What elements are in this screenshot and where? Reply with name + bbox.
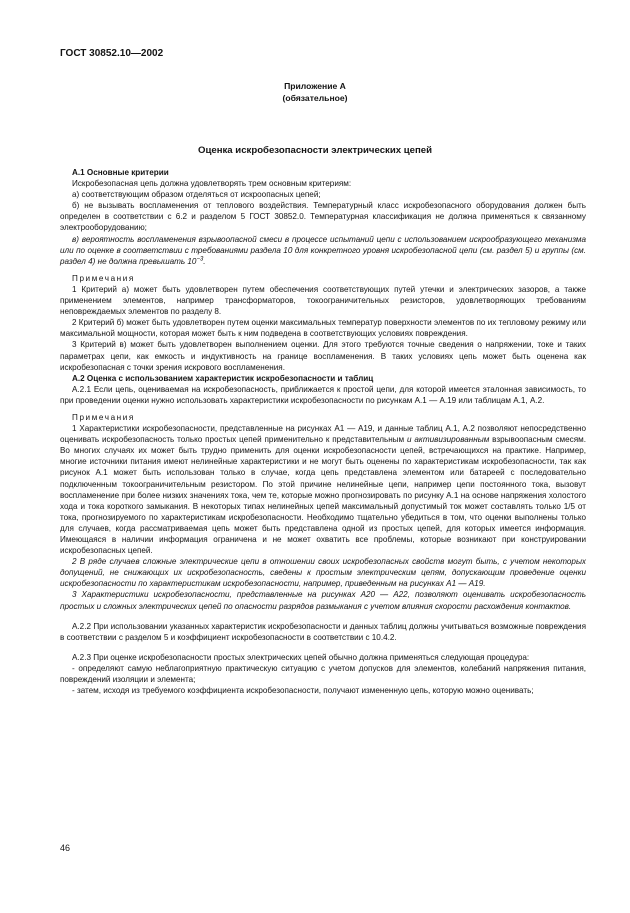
a1-item-c-text: в) вероятность воспламенения взрывоопасной смеси в процессе испытаний цепи с использованием искрообразующего механизма или по оценке в соответствии с требованиями раздела 10 для конкретного уровня искробезопасной цепи (см. раздел 5) и группы (см. раздел 4) не должна превышать 10 bbox=[60, 234, 586, 266]
a2-note-3: 3 Характеристики искробезопасности, представленные на рисунках А20 — А22, позволяют оценивать искробезопасность простых и сложных электрических цепей по опасности разрядов размыкания с учетом влияния скорости расхождения контактов. bbox=[60, 590, 586, 611]
a1-note-2: 2 Критерий б) может быть удовлетворен путем оценки максимальных температур поверхности элементов по их тепловому режиму или максимальной мощности, которая может быть к ним подведена в соответствующих условиях повреждения. bbox=[60, 318, 586, 339]
annex-subtitle: (обязательное) bbox=[282, 93, 348, 103]
a2-2-paragraph: А.2.2 При использовании указанных характеристик искробезопасности и данных таблиц должны учитываться возможные повреждения в соответствии с разделом 5 и коэффициент искробезопасности в соответствии с 10.4.2. bbox=[60, 621, 586, 642]
a2-notes-label: Примечания bbox=[72, 412, 135, 422]
annex-title: Приложение А bbox=[284, 81, 346, 91]
a2-note-1-emphasis: и активизированным bbox=[406, 435, 490, 445]
a1-intro: Искробезопасная цепь должна удовлетворять трем основным критериям: bbox=[72, 179, 352, 189]
a2-heading: А.2 Оценка с использованием характеристик искробезопасности и таблиц bbox=[72, 373, 374, 383]
a2-note-1 bbox=[60, 423, 586, 556]
a1-item-c-exponent: −3 bbox=[196, 256, 204, 263]
a2-note-2: 2 В ряде случаев сложные электрические цепи в отношении своих искробезопасных свойств могут быть, с учетом некоторых допущений, не снижающих их искробезопасность, сведены к простым электрическим цепям, допускающим проведение оценки искробезопасности по характеристикам искробезопасности, например, приведенным на рисунках А1 — А19. bbox=[60, 557, 586, 589]
a2-note-1-part-b: взрывоопасным смесям. Во многих случаях их может быть трудно применить для оценки искробезопасности цепей, встречающихся на практике. Например, многие источники питания имеют нелинейные характеристики и не могут быть оценены по характеристикам искробезопасности, так как рисунок А.1 может быть использован только в случае, когда цепь представлена элементом или батареей с последовательно подключенным токоограничительным резистором. По этой причине нелинейные цепи, например цепи постоянного тока, вызовут воспламенение при более низких значениях тока, чем те, которые можно прогнозировать по рисунку А.1 на основе напряжения холостого хода и тока короткого замыкания. В некоторых типах нелинейных цепей максимальный допустимый ток может составлять только 1/5 от тока, прогнозируемого по характеристикам искробезопасности. Необходимо тщательно убедиться в том, что оценки выполнены только для случаев, когда рассматриваемая цепь может быть представлена одной из простых цепей, для которых имеется информация. Имеющаяся в наличии информация ограничена и не может охватить все проблемы, которые возникают при конструировании искробезопасных цепей. bbox=[60, 435, 586, 556]
a1-notes-label: Примечания bbox=[72, 273, 135, 283]
a2-1-paragraph: А.2.1 Если цепь, оцениваемая на искробезопасность, приближается к простой цепи, для которой имеется эталонная зависимость, то при проведении оценки нужно использовать характеристики искробезопасности по рисункам А.1 — А.19 или таблицам А.1, А.2. bbox=[60, 384, 586, 405]
document-body bbox=[60, 167, 586, 696]
a1-note-1: 1 Критерий а) может быть удовлетворен путем обеспечения соответствующих путей утечки и электрических зазоров, а также применением элементов, например трансформаторов, токоограничительных резисторов, удовлетворяющих требованиям неповреждаемых элементов по разделу 8. bbox=[60, 284, 586, 317]
a1-item-a: а) соответствующим образом отделяться от искроопасных цепей; bbox=[72, 190, 321, 200]
a2-3-step-1: - определяют самую неблагоприятную практическую ситуацию с учетом допусков для элементов, колебаний напряжения питания, повреждений изоляции и элемента; bbox=[60, 663, 586, 685]
a1-item-c-end: . bbox=[203, 256, 206, 266]
a2-note-1-part-a: 1 Характеристики искробезопасности, представленные на рисунках А1 — А19, и данные таблиц А.1, А.2 позволяют непосредственно оценивать искробезопасность только простых цепей применительно к представительным bbox=[60, 424, 586, 445]
annex-heading bbox=[0, 80, 630, 104]
a2-3-paragraph: А.2.3 При оценке искробезопасности простых электрических цепей обычно должна применяться следующая процедура: bbox=[72, 652, 530, 662]
standard-code: ГОСТ 30852.10—2002 bbox=[60, 48, 164, 59]
a2-3-step-2: - затем, исходя из требуемого коэффициента искробезопасности, получают измененную цепь, которую можно оценивать; bbox=[72, 686, 534, 696]
a1-heading: А.1 Основные критерии bbox=[72, 168, 169, 177]
a1-note-3: 3 Критерий в) может быть удовлетворен выполнением оценки. Для этого требуются точные сведения о напряжении, токе и таких параметрах цепи, как емкость и индуктивность на границе воспламенения. В таких условиях цепь может быть оценена как искробезопасная с точки зрения искрового воспламенения. bbox=[60, 340, 586, 372]
page-number: 46 bbox=[60, 843, 71, 853]
a1-item-b: б) не вызывать воспламенения от теплового воздействия. Температурный класс искробезопасного оборудования должен быть определен в соответствии с 6.2 и разделом 5 ГОСТ 30852.0. Температурная классификация не должна применяться к связанному электрооборудованию; bbox=[60, 201, 586, 233]
section-title: Оценка искробезопасности электрических цепей bbox=[198, 145, 432, 156]
a1-item-c bbox=[60, 234, 586, 267]
